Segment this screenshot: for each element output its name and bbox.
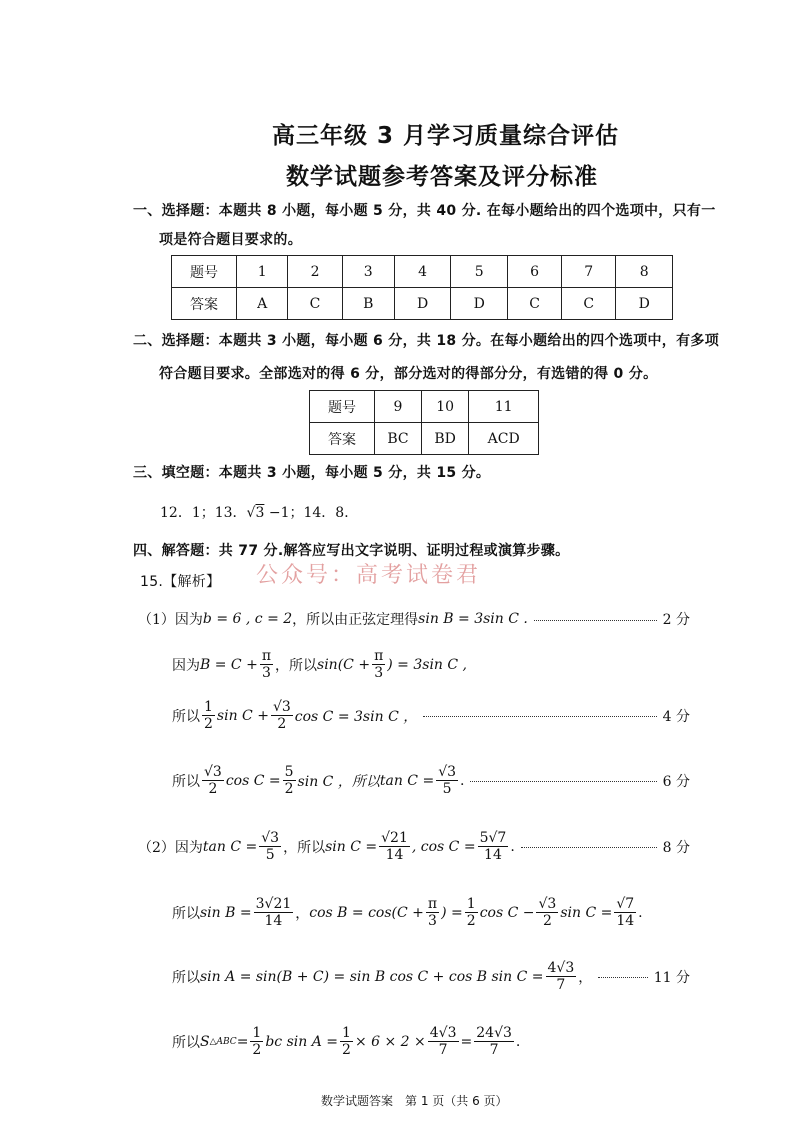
math-expr: B = C + [200,656,258,673]
table-cell: 9 [375,391,422,423]
page-footer: 数学试题答案 第 1 页（共 6 页） [321,1094,508,1108]
denominator: 3 [374,665,384,682]
solution-text: 所以 [172,969,200,986]
fraction [202,764,224,797]
math-expr: sin C ，所以 [297,773,380,790]
fraction [478,830,509,863]
table-cell: ACD [469,423,539,455]
table-cell: 5 [451,256,508,288]
solution-text: ，所以 [275,657,318,674]
math-expr: cos B = cos(C + [309,904,424,921]
denominator: 2 [204,716,213,733]
numerator: π [427,896,438,912]
table-cell: 11 [469,391,539,423]
solution-text: ，所以由正弦定理得 [292,612,419,628]
table-cell: D [616,288,673,320]
table-header-cell: 答案 [172,288,237,320]
math-expr: sin C + [216,707,269,724]
denominator: 7 [489,1042,499,1059]
solution-text: 因为 [172,657,200,674]
math-expr: , cos C = [411,838,476,855]
denominator: 14 [484,847,502,864]
answer-12-13: 12．1；13． [160,505,247,521]
math-expr: cos C − [479,904,535,921]
solution-text: ，所以 [283,839,326,856]
table-header-cell: 题号 [310,391,375,423]
numerator: π [261,648,272,664]
math-expr: b = 6 , c = 2 [202,611,293,627]
math-expr: sin A = sin(B + C) = sin B cos C + cos B sin C = [200,968,544,985]
dotted-leader [423,716,656,717]
math-expr: bc sin A = [265,1033,339,1050]
denominator: 14 [385,847,404,864]
math-expr: sin B = 3sin C . [418,611,528,627]
numerator: 5√7 [479,830,507,846]
math-expr: sin C = [560,904,613,921]
fraction [271,699,293,732]
table-cell: D [394,288,451,320]
denominator: 14 [616,913,635,930]
dotted-leader [534,620,657,621]
numerator: 4√3 [547,960,575,976]
table-cell: 7 [562,256,616,288]
subscript: △ABC [209,1036,237,1047]
math-expr: = [460,1033,473,1050]
denominator: 2 [277,716,287,733]
fraction [536,896,558,929]
fraction [372,648,385,681]
table-cell: C [507,288,561,320]
solution-text: ， [295,905,310,922]
score-label: 8 分 [662,839,690,856]
sqrt-sign: √ [246,505,256,521]
fraction [474,1025,514,1058]
math-expr: tan C = [379,772,435,789]
dotted-leader [598,977,647,978]
fill-in-answers [160,502,358,522]
score-label: 2 分 [662,612,690,628]
fraction [379,830,410,863]
watermark: 公众号：高考试卷君 [256,563,482,588]
sqrt-radicand: 3 [255,505,265,521]
section-3-heading: 三、填空题：本题共 3 小题，每小题 5 分，共 15 分。 [133,465,491,481]
dotted-leader [470,781,656,782]
fraction [260,648,273,681]
math-expr: ) = 3sin C , [387,656,468,673]
fraction [614,896,636,929]
denominator: 3 [261,665,271,682]
math-expr: sin B = [200,904,252,921]
table-cell: 10 [421,391,468,423]
solution-line-2 [172,648,467,681]
numerator: √3 [272,699,291,715]
denominator: 14 [264,913,283,930]
solution-text: 所以 [172,1034,200,1051]
numerator: 1 [342,1025,351,1041]
math-expr: cos C = [225,772,281,789]
solution-text: 所以 [172,905,200,922]
denominator: 2 [252,1042,262,1059]
table-cell: 8 [616,256,673,288]
solution-line-8: 所以 S △ABC = $\frac{1}{2}$ bc sin A = $\frac{1}{2}$ × 6 × 2 × $\frac{4√3}{7}$ = $\frac{24√3}{7}$ . [172,1025,521,1059]
dotted-leader [521,847,657,848]
section-2-heading-cont: 符合题目要求。全部选对的得 6 分，部分选对的得部分分，有选错的得 0 分。 [159,366,658,382]
table-cell: C [562,288,616,320]
section-1-heading: 一、选择题：本题共 8 小题，每小题 5 分，共 40 分. 在每小题给出的四个选项中，只有一 [133,203,716,219]
answer-table-1 [171,255,673,320]
math-expr: = [236,1033,249,1050]
fraction [428,1025,459,1058]
table-cell: 1 [237,256,288,288]
denominator: 5 [265,847,275,864]
table-cell: 6 [507,256,561,288]
numerator: 1 [466,896,476,912]
score-label: 11 分 [653,969,690,986]
page-title: 高三年级 3 月学习质量综合评估 [272,123,620,149]
numerator: π [374,648,384,664]
score-label: 4 分 [662,708,690,725]
fraction [202,699,215,732]
table-cell: BD [421,423,468,455]
question-15-label: 15.【解析】 [140,574,221,590]
denominator: 2 [342,1042,351,1059]
numerator: 3√21 [255,896,292,912]
math-expr: sin C = [325,838,378,855]
denominator: 2 [542,913,552,930]
fraction [465,896,478,929]
fraction [259,830,281,863]
table-header-cell: 答案 [310,423,375,455]
solution-text: 所以 [172,773,200,790]
solution-line-4: 所以 $\frac{√3}{2}$ cos C = $\frac{5}{2}$ sin C ，所以 tan C = $\frac{√3}{5}$ . 6 分 [172,764,690,798]
table-cell: 4 [394,256,451,288]
fraction [250,1025,263,1058]
section-2-heading: 二、选择题：本题共 3 小题，每小题 6 分，共 18 分。在每小题给出的四个选项中，有多项 [133,333,720,349]
numerator: 4√3 [429,1025,457,1041]
fraction [254,896,294,929]
solution-text: 所以 [172,708,200,725]
table-row [310,423,539,455]
denominator: 7 [556,977,566,994]
solution-text: （2）因为 [138,839,203,856]
numerator: √3 [438,764,457,780]
fraction [546,960,577,993]
math-expr: tan C = [202,838,258,855]
denominator: 5 [442,781,452,798]
numerator: √3 [204,764,222,780]
numerator: 24√3 [476,1025,512,1041]
fraction [436,764,458,797]
numerator: 1 [204,699,213,715]
table-row [172,256,673,288]
fraction [283,764,296,797]
math-expr: cos C = 3sin C ， [294,708,418,725]
section-1-heading-cont: 项是符合题目要求的。 [159,232,302,248]
denominator: 2 [466,913,476,930]
numerator: 5 [284,764,294,780]
numerator: 1 [252,1025,262,1041]
math-expr: ) = [441,904,463,921]
solution-line-5: （2）因为 tan C = $\frac{√3}{5}$ ，所以 sin C = $\frac{√21}{14}$ , cos C = $\frac{5√7}{14}$ . 8 分 [138,830,690,864]
answer-13-14: −1；14．8． [264,505,359,521]
solution-line-1 [138,609,690,629]
section-4-heading: 四、解答题：共 77 分.解答应写出文字说明、证明过程或演算步骤。 [133,543,570,559]
fraction [340,1025,353,1058]
table-row [172,288,673,320]
page-subtitle: 数学试题参考答案及评分标准 [286,164,598,190]
math-expr: S [200,1033,210,1050]
table-row [310,391,539,423]
numerator: √21 [381,830,408,846]
solution-text: （1）因为 [138,612,203,628]
denominator: 7 [438,1042,448,1059]
denominator: 3 [428,913,437,930]
numerator: √3 [261,830,280,846]
table-cell: D [451,288,508,320]
table-cell: 3 [342,256,394,288]
table-cell: C [288,288,342,320]
answer-table-2 [309,390,539,455]
fraction [426,896,439,929]
numerator: √7 [616,896,635,912]
solution-line-6: 所以 sin B = $\frac{3√21}{14}$ ， cos B = cos(C + $\frac{\pi}{3}$ ) = $\frac{1}{2}$ cos C − $\frac{√3}{2}$ sin C = $\frac{√7}{14}$ . [172,896,643,930]
table-cell: 2 [288,256,342,288]
math-expr: × 6 × 2 × [354,1033,426,1050]
table-header-cell: 题号 [172,256,237,288]
denominator: 2 [208,781,218,798]
solution-line-3 [172,699,690,732]
math-expr: sin(C + [317,656,371,673]
score-label: 6 分 [662,773,690,790]
table-cell: BC [375,423,422,455]
solution-line-7: 所以 sin A = sin(B + C) = sin B cos C + cos B sin C = $\frac{4√3}{7}$ ， 11 分 [172,960,690,994]
table-cell: A [237,288,288,320]
table-cell: B [342,288,394,320]
numerator: √3 [538,896,557,912]
denominator: 2 [284,781,294,798]
